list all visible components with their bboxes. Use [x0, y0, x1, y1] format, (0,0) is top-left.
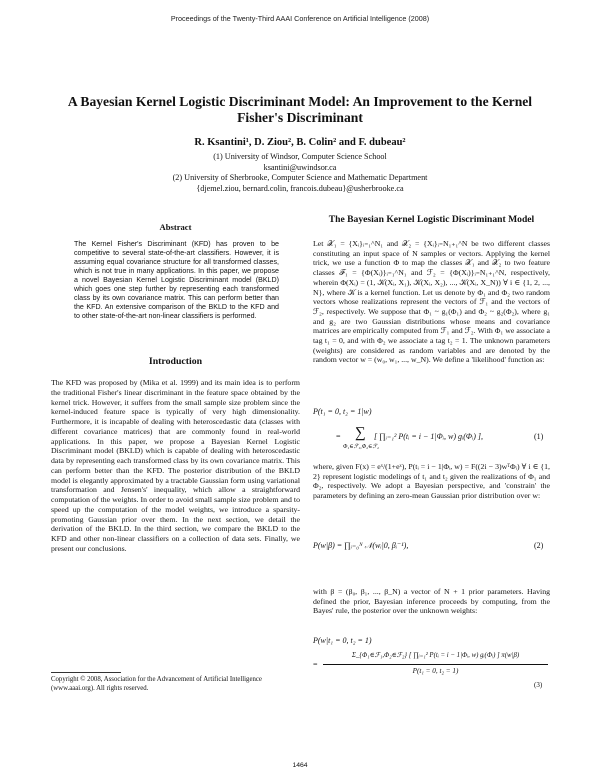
equation-1-sum-subscript: Φ₁∈ℱ₁,Φ₂∈ℱ₂: [343, 444, 380, 450]
equation-1-lhs: P(t₁ = 0, t₂ = 1|w): [313, 407, 372, 416]
equation-1-equals: =: [336, 432, 341, 441]
model-heading: The Bayesian Kernel Logistic Discriminant Model: [328, 214, 535, 225]
footnote-rule: [51, 672, 121, 673]
abstract-text: The Kernel Fisher's Discriminant (KFD) has proven to be competitive to several state-of-the-art classifiers. However, it is assuming equal covariance structure for all transformed classes, which is not true in many applications. In this paper, we propose a novel Bayesian Kernel Logistic Discriminant model (BKLD) which goes one step further by representing each transformed class by its own covariance matrix. This can perform better than the KFD. An extensive comparison of the BKLD to the KFD and to other state-of-the-art non-linear classifiers is performed.: [74, 240, 279, 321]
equation-1-number: (1): [534, 432, 544, 441]
email-1: ksantini@uwindsor.ca: [263, 162, 337, 172]
model-paragraph-1: Let 𝒳₁ = {Xᵢ}ᵢ₌₁^N₁ and 𝒳₂ = {Xᵢ}ᵢ₌N₁₊₁^N be two different classes constituting an input space of N samples or vectors. Applying the kernel trick, we use a function Φ to map the classes 𝒳₁ and 𝒳₂ to two feature classes ℱ₁ = {Φ(Xᵢ)}ᵢ₌₁^N₁ and ℱ₂ = {Φ(Xᵢ)}ᵢ₌N₁₊₁^N, respectively, wherein Φ(Xᵢ) = (1, 𝒦(Xᵢ, X₁), 𝒦(Xᵢ, X₂), ..., 𝒦(Xᵢ, X_N)) ∀ i ∈ {1, 2, ..., N}, where 𝒦 is a kernel function. Let us denote by Φ₁ and Φ₂ two random vectors whose realizations represent the vectors of ℱ₁ and the vectors of ℱ₂, respectively. We suppose that Φ₁ ~ g₁(Φ₁) and Φ₂ ~ g₂(Φ₂), where g₁ and g₂ are two Gaussian distributions whose means and covariance matrices are empirically computed from ℱ₁ and ℱ₂. With Φ₁ we associate a tag t₁ = 0, and with Φ₂ we associate a tag t₂ = 1. The unknown parameters (weights) are considered as random variables and are denoted by the random vector w = (w₀, w₁, ..., w_N). We define a 'likelihood' function as:: [313, 239, 550, 365]
paper-title: A Bayesian Kernel Logistic Discriminant Model: An Improvement to the Kernel Fisher's Discriminant: [67, 94, 533, 125]
proceedings-header: Proceedings of the Twenty-Third AAAI Conference on Artificial Intelligence (2008): [170, 14, 430, 23]
introduction-text: The KFD was proposed by (Mika et al. 1999) and its main idea is to perform the traditional Fisher's linear discriminant in the feature space obtained by the kernel trick. However, it suffers from the small sample size problem since the kernel-induced feature space is typically of very high dimensionality. Furthermore, it is incapable of dealing with heteroscedastic data (classes with different covariance matrices) that are commonly found in real-world applications. In this paper, we propose a Bayesian Kernel Logistic Discriminant model (BKLD) which is capable of dealing with heteroscedastic data by representing each transformed class by its own covariance matrix. This can perform better than the KFD. The posterior distribution of the BKLD model is elegantly approximated by a tractable Gaussian form using variational transformation and Jensen's' inequality, which allow a straightforward computation of the weights. In order to avoid small sample size problem and to speed up the computation of the model weights, we introduce a sparsity-promoting Gaussian prior over them. In the next section, we detail the derivation of the BKLD. In the third section, we compare the BKLD to the KFD and other non-linear classifiers on a collection of data sets. Finally, we present our conclusions.: [51, 378, 300, 553]
email-2: {djemel.ziou, bernard.colin, francois.dubeau}@usherbrooke.ca: [196, 183, 404, 193]
equation-1-sum: ∑: [355, 425, 366, 441]
model-paragraph-2: where, given F(x) = eˣ/(1+eˣ), P(tᵢ = i − 1|Φᵢ, w) = F((2i − 3)wᵀΦᵢ) ∀ i ∈ {1, 2} represent logistic modelings of t₁ and t₂ given the realizations of Φ₁ and Φ₂, respectively. We adopt a Bayesian perspective, and 'constrain' the parameters by defining an zero-mean Gaussian prior distribution over w:: [313, 462, 550, 501]
model-paragraph-3: with β = (β₀, β₁, ..., β_N) a vector of N + 1 prior parameters. Having defined the prior, Bayesian inference proceeds by computing, from the Bayes' rule, the posterior over the unknown weights:: [313, 587, 550, 616]
equation-2-number: (2): [534, 541, 544, 550]
affiliation-1: (1) University of Windsor, Computer Science School: [213, 152, 387, 161]
author-list: R. Ksantini¹, D. Ziou², B. Colin² and F. dubeau²: [194, 137, 406, 148]
page-number: 1464: [292, 762, 308, 769]
equation-3-number: (3): [534, 681, 543, 689]
equation-2: P(w|β) = ∏ᵢ₌₀ᴺ 𝒩(wᵢ|0, βᵢ⁻¹),: [313, 541, 409, 550]
equation-3-denominator: P(t₁ = 0, t₂ = 1): [412, 667, 459, 675]
equation-1-body: [ ∏ᵢ₌₁² P(tᵢ = i − 1|Φᵢ, w) gᵢ(Φᵢ) ],: [374, 432, 484, 441]
copyright-notice: Copyright © 2008, Association for the Advancement of Artificial Intelligence (www.aaai.org). All rights reserved.: [51, 676, 262, 692]
affiliation-2: (2) University of Sherbrooke, Computer Science and Mathematic Department: [172, 173, 428, 182]
equation-3-fraction-bar: [323, 664, 548, 665]
equation-3-lhs: P(w|t₁ = 0, t₂ = 1): [313, 636, 372, 645]
introduction-heading: Introduction: [148, 356, 203, 367]
abstract-heading: Abstract: [159, 222, 192, 232]
equation-3-numerator: Σ_{Φ₁∈ℱ₁,Φ₂∈ℱ₂} [ ∏ᵢ₌₁² P(tᵢ = i − 1|Φᵢ, w) gᵢ(Φᵢ) ] π(w|β): [351, 652, 520, 659]
equation-3-equals: =: [313, 660, 318, 669]
